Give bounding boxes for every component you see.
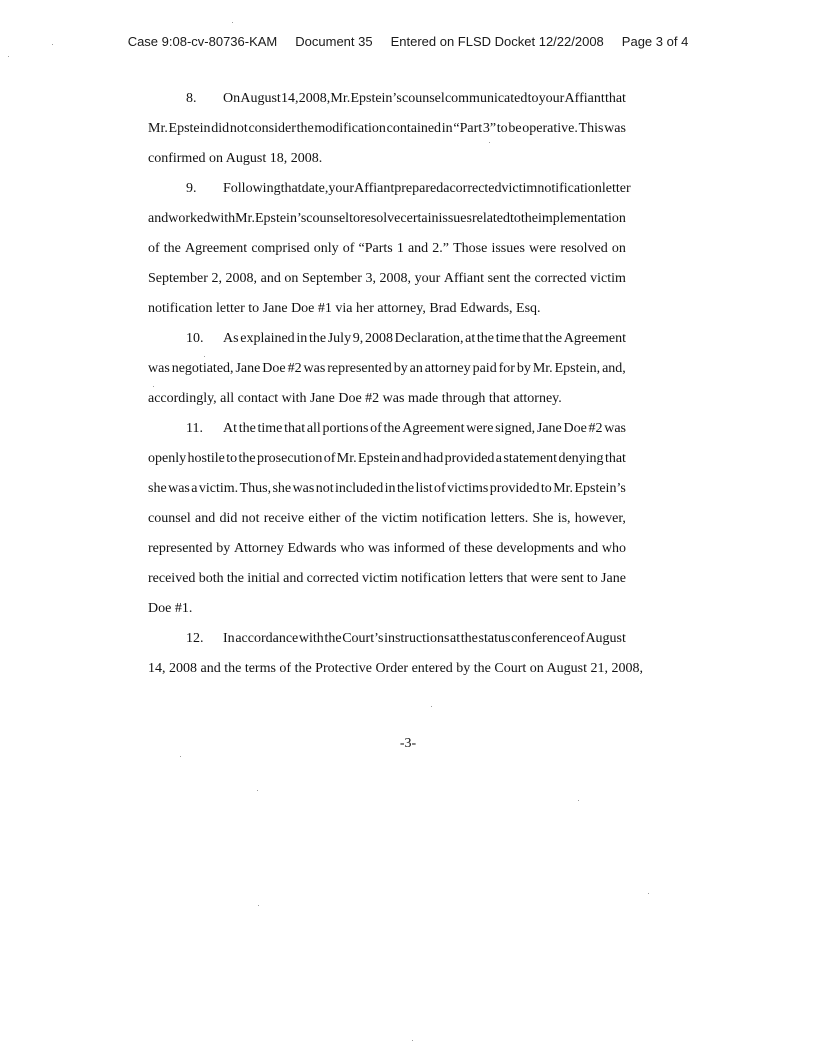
word: and bbox=[283, 571, 304, 586]
word: related bbox=[471, 211, 511, 226]
word: the bbox=[296, 121, 314, 136]
scan-speck bbox=[52, 44, 53, 45]
word: prepared bbox=[394, 181, 444, 196]
word: Jane bbox=[536, 421, 562, 436]
word: operative. bbox=[522, 121, 578, 136]
word: instructions bbox=[384, 631, 450, 646]
word: the bbox=[544, 331, 563, 346]
paragraph-line bbox=[148, 414, 626, 444]
scan-speck bbox=[578, 800, 579, 801]
scan-speck bbox=[153, 386, 154, 387]
word: In bbox=[223, 631, 235, 646]
word: the bbox=[520, 211, 539, 226]
word: did bbox=[219, 511, 238, 526]
word: was bbox=[604, 421, 626, 436]
word: by bbox=[216, 541, 231, 556]
word: counsel bbox=[148, 511, 191, 526]
word: Edwards bbox=[287, 541, 337, 556]
word: “Parts bbox=[358, 241, 393, 256]
word: of bbox=[342, 241, 355, 256]
docket-header bbox=[0, 34, 816, 49]
paragraph-number: 10. bbox=[186, 331, 204, 346]
word: accordance bbox=[235, 631, 299, 646]
word: that bbox=[506, 571, 528, 586]
word: to bbox=[540, 481, 552, 496]
word: is, bbox=[557, 511, 571, 526]
word: sent bbox=[561, 571, 584, 586]
paragraph-line bbox=[148, 654, 643, 684]
paragraph-text bbox=[148, 354, 626, 384]
word: counsel bbox=[306, 211, 350, 226]
scan-speck bbox=[648, 893, 649, 894]
word: had bbox=[423, 451, 444, 466]
word: September bbox=[301, 271, 362, 286]
word: of bbox=[370, 421, 382, 436]
word: all bbox=[306, 421, 321, 436]
paragraph-text bbox=[148, 474, 626, 504]
scan-speck bbox=[431, 706, 432, 707]
word: the bbox=[238, 451, 256, 466]
word: Mr. bbox=[330, 91, 351, 106]
word: Mr. bbox=[148, 121, 168, 136]
word: certain bbox=[400, 211, 439, 226]
word: Agreement bbox=[563, 331, 626, 346]
document-body bbox=[148, 84, 643, 684]
word: Agreement bbox=[402, 421, 465, 436]
paragraph-text bbox=[148, 444, 626, 474]
word: attorney bbox=[424, 361, 471, 376]
scan-speck bbox=[258, 905, 259, 906]
word: informed bbox=[393, 541, 445, 556]
word: your bbox=[328, 181, 355, 196]
word: on bbox=[284, 271, 299, 286]
word: at bbox=[465, 331, 476, 346]
word: in bbox=[296, 331, 308, 346]
word: Epstein, bbox=[554, 361, 601, 376]
word: a bbox=[191, 481, 198, 496]
word: of bbox=[573, 631, 585, 646]
word: received bbox=[148, 571, 196, 586]
word: and bbox=[401, 451, 422, 466]
word: Mr. bbox=[532, 361, 553, 376]
word: sent bbox=[487, 271, 511, 286]
paragraph-text bbox=[148, 234, 626, 264]
word: resolved bbox=[560, 241, 608, 256]
word: modification bbox=[314, 121, 386, 136]
word: victims bbox=[447, 481, 489, 496]
word: Epstein bbox=[168, 121, 211, 136]
word: corrected bbox=[449, 181, 502, 196]
word: August bbox=[585, 631, 626, 646]
word: Agreement bbox=[185, 241, 248, 256]
word: August bbox=[240, 91, 281, 106]
word: #2 bbox=[287, 361, 302, 376]
paragraph-line bbox=[148, 354, 626, 384]
paragraph-text bbox=[148, 504, 626, 534]
paragraph-line bbox=[148, 294, 626, 324]
word: letters. bbox=[490, 511, 529, 526]
word: negotiated, bbox=[171, 361, 234, 376]
word: Mr. bbox=[553, 481, 574, 496]
paragraph-text bbox=[148, 204, 626, 234]
paragraph-line bbox=[148, 534, 626, 564]
word: receive bbox=[263, 511, 305, 526]
word: Following bbox=[223, 181, 281, 196]
word: were bbox=[466, 421, 494, 436]
word: corrected bbox=[306, 571, 359, 586]
word: conference bbox=[511, 631, 573, 646]
word: with bbox=[298, 631, 324, 646]
word: Jane bbox=[601, 571, 626, 586]
paragraph-number: 9. bbox=[186, 181, 197, 196]
word: was bbox=[303, 361, 326, 376]
word: September bbox=[148, 271, 208, 286]
word: with bbox=[210, 211, 236, 226]
word: did bbox=[211, 121, 230, 136]
document-number: Document 35 bbox=[295, 34, 373, 49]
word: the bbox=[476, 331, 495, 346]
word: the bbox=[513, 271, 531, 286]
word: the bbox=[163, 241, 181, 256]
word: 1 bbox=[396, 241, 404, 256]
paragraph-text: notification letter to Jane Doe #1 via her attorney, Brad Edwards, Esq. bbox=[148, 301, 541, 316]
word: these bbox=[463, 541, 493, 556]
word: Epstein bbox=[358, 451, 401, 466]
paragraph-line bbox=[148, 114, 626, 144]
word: was bbox=[148, 361, 170, 376]
paragraph-number: 11. bbox=[186, 421, 203, 436]
word: status bbox=[478, 631, 511, 646]
word: in bbox=[441, 121, 453, 136]
word: Doe bbox=[563, 421, 587, 436]
paragraph-line bbox=[148, 564, 626, 594]
word: Jane bbox=[235, 361, 261, 376]
paragraph-line bbox=[148, 174, 631, 204]
word: of bbox=[323, 451, 336, 466]
word: were bbox=[530, 571, 558, 586]
paragraph-text: 14, 2008 and the terms of the Protective Order entered by the Court on August 21, 2008, bbox=[148, 661, 643, 676]
word: that bbox=[284, 421, 306, 436]
word: an bbox=[409, 361, 423, 376]
word: communicated bbox=[444, 91, 528, 106]
word: 3” bbox=[482, 121, 497, 136]
paragraph-line bbox=[148, 444, 626, 474]
word: hostile bbox=[187, 451, 225, 466]
page-number: -3- bbox=[399, 736, 417, 751]
paragraph-text bbox=[223, 414, 626, 444]
word: paid bbox=[472, 361, 497, 376]
paragraph-number: 12. bbox=[186, 631, 204, 646]
word: victim. bbox=[198, 481, 239, 496]
word: Mr. bbox=[336, 451, 357, 466]
paragraph-text bbox=[223, 84, 626, 114]
word: #2 bbox=[588, 421, 603, 436]
scan-speck bbox=[8, 56, 9, 57]
scan-speck bbox=[257, 790, 258, 791]
word: the bbox=[226, 571, 244, 586]
word: and, bbox=[602, 361, 626, 376]
word: she bbox=[272, 481, 292, 496]
paragraph-line bbox=[148, 84, 626, 114]
word: Epstein’s bbox=[574, 481, 626, 496]
word: and bbox=[577, 541, 599, 556]
word: of bbox=[148, 241, 160, 256]
word: implementation bbox=[538, 211, 626, 226]
word: letters bbox=[468, 571, 504, 586]
word: was bbox=[604, 121, 626, 136]
paragraph-line bbox=[148, 384, 626, 414]
paragraph-text bbox=[223, 624, 626, 654]
word: victim bbox=[590, 271, 626, 286]
paragraph-line bbox=[148, 474, 626, 504]
word: the bbox=[383, 421, 401, 436]
word: your bbox=[538, 91, 565, 106]
case-number: Case 9:08-cv-80736-KAM bbox=[127, 34, 278, 49]
scan-speck bbox=[489, 142, 490, 143]
word: Thus, bbox=[239, 481, 272, 496]
word: letter bbox=[601, 181, 631, 196]
word: that bbox=[604, 91, 626, 106]
word: 2, bbox=[211, 271, 222, 286]
word: Attorney bbox=[233, 541, 284, 556]
scan-speck bbox=[232, 22, 233, 23]
word: 9, bbox=[352, 331, 364, 346]
word: and bbox=[407, 241, 429, 256]
scan-speck bbox=[204, 356, 205, 357]
docket-entry: Entered on FLSD Docket 12/22/2008 bbox=[390, 34, 604, 49]
word: “Part bbox=[453, 121, 483, 136]
word: not bbox=[229, 121, 248, 136]
word: list bbox=[415, 481, 433, 496]
paragraph-text bbox=[148, 264, 626, 294]
paragraph-number: 8. bbox=[186, 91, 197, 106]
word: issues bbox=[491, 241, 525, 256]
paragraph-text: accordingly, all contact with Jane Doe #2 was made through that attorney. bbox=[148, 391, 562, 406]
paragraph-line bbox=[148, 504, 626, 534]
word: of bbox=[344, 511, 357, 526]
word: 2008, bbox=[225, 271, 258, 286]
paragraph-text: Doe #1. bbox=[148, 601, 193, 616]
word: the bbox=[324, 631, 342, 646]
word: victim bbox=[381, 511, 418, 526]
word: issues bbox=[438, 211, 472, 226]
word: that bbox=[522, 331, 544, 346]
word: who bbox=[340, 541, 365, 556]
word: July bbox=[327, 331, 352, 346]
paragraph-text bbox=[148, 114, 626, 144]
word: a bbox=[443, 181, 450, 196]
word: time bbox=[495, 331, 521, 346]
word: time bbox=[257, 421, 283, 436]
word: openly bbox=[148, 451, 187, 466]
word: and bbox=[260, 271, 281, 286]
word: and bbox=[148, 211, 169, 226]
scan-speck bbox=[412, 1040, 413, 1041]
word: on bbox=[611, 241, 626, 256]
word: Epstein’s bbox=[254, 211, 307, 226]
word: of bbox=[434, 481, 446, 496]
word: Declaration, bbox=[394, 331, 464, 346]
paragraph-text bbox=[223, 324, 626, 354]
word: however, bbox=[574, 511, 626, 526]
word: statement bbox=[503, 451, 558, 466]
word: to bbox=[496, 121, 508, 136]
word: 2008, bbox=[379, 271, 412, 286]
word: was bbox=[368, 541, 390, 556]
word: victim bbox=[501, 181, 538, 196]
word: This bbox=[578, 121, 604, 136]
word: explained bbox=[240, 331, 295, 346]
word: the bbox=[238, 421, 256, 436]
word: the bbox=[396, 481, 415, 496]
word: to bbox=[226, 451, 238, 466]
word: signed, bbox=[495, 421, 536, 436]
word: developments bbox=[496, 541, 575, 556]
word: portions bbox=[322, 421, 369, 436]
scan-speck bbox=[180, 756, 181, 757]
paragraph-text bbox=[223, 174, 631, 204]
word: She bbox=[532, 511, 554, 526]
word: provided bbox=[489, 481, 540, 496]
word: a bbox=[495, 451, 503, 466]
paragraph-line bbox=[148, 264, 626, 294]
word: that bbox=[604, 451, 626, 466]
word: As bbox=[223, 331, 239, 346]
paragraph-line bbox=[148, 234, 626, 264]
word: who bbox=[601, 541, 626, 556]
word: corrected bbox=[534, 271, 587, 286]
word: to bbox=[527, 91, 539, 106]
word: 3, bbox=[365, 271, 376, 286]
word: 2008 bbox=[364, 331, 393, 346]
word: were bbox=[529, 241, 557, 256]
word: notification bbox=[421, 511, 487, 526]
word: Affiant bbox=[354, 181, 395, 196]
word: consider bbox=[248, 121, 296, 136]
word: Court’s bbox=[342, 631, 384, 646]
word: notification bbox=[537, 181, 602, 196]
word: contained bbox=[386, 121, 442, 136]
paragraph-text: confirmed on August 18, 2008. bbox=[148, 151, 323, 166]
word: to bbox=[510, 211, 521, 226]
word: the bbox=[360, 511, 378, 526]
word: included bbox=[335, 481, 384, 496]
paragraph-line bbox=[148, 624, 626, 654]
word: worked bbox=[168, 211, 211, 226]
word: Mr. bbox=[235, 211, 255, 226]
word: was bbox=[168, 481, 190, 496]
word: victim bbox=[361, 571, 398, 586]
word: Affiant bbox=[564, 91, 605, 106]
word: by bbox=[516, 361, 531, 376]
word: Epstein’s bbox=[350, 91, 402, 106]
word: for bbox=[498, 361, 515, 376]
word: At bbox=[223, 421, 237, 436]
word: denying bbox=[558, 451, 604, 466]
word: only bbox=[313, 241, 339, 256]
word: to bbox=[586, 571, 598, 586]
word: both bbox=[198, 571, 224, 586]
word: your bbox=[414, 271, 441, 286]
word: was bbox=[292, 481, 315, 496]
paragraph-line bbox=[148, 594, 626, 624]
word: On bbox=[223, 91, 241, 106]
word: not bbox=[241, 511, 260, 526]
paragraph-line bbox=[148, 324, 626, 354]
word: 2008, bbox=[298, 91, 331, 106]
word: comprised bbox=[251, 241, 310, 256]
word: the bbox=[308, 331, 327, 346]
word: 2.” bbox=[432, 241, 450, 256]
word: provided bbox=[444, 451, 495, 466]
word: represented bbox=[148, 541, 213, 556]
word: notification bbox=[401, 571, 466, 586]
word: prosecution bbox=[257, 451, 323, 466]
word: to bbox=[349, 211, 360, 226]
word: resolve bbox=[359, 211, 401, 226]
word: represented bbox=[327, 361, 392, 376]
word: at bbox=[450, 631, 461, 646]
word: of bbox=[448, 541, 461, 556]
word: the bbox=[460, 631, 478, 646]
word: be bbox=[508, 121, 522, 136]
word: not bbox=[315, 481, 334, 496]
word: and bbox=[195, 511, 216, 526]
word: 14, bbox=[280, 91, 299, 106]
word: she bbox=[148, 481, 167, 496]
word: by bbox=[393, 361, 408, 376]
word: date, bbox=[301, 181, 329, 196]
paragraph-text bbox=[148, 564, 626, 594]
paragraph-line bbox=[148, 144, 626, 174]
paragraph-line bbox=[148, 204, 626, 234]
word: counsel bbox=[401, 91, 445, 106]
word: in bbox=[384, 481, 396, 496]
page-count: Page 3 of 4 bbox=[621, 34, 689, 49]
word: either bbox=[308, 511, 341, 526]
word: that bbox=[280, 181, 302, 196]
word: Doe bbox=[262, 361, 286, 376]
paragraph-text bbox=[148, 534, 626, 564]
word: Affiant bbox=[443, 271, 485, 286]
word: initial bbox=[247, 571, 280, 586]
word: Those bbox=[453, 241, 488, 256]
